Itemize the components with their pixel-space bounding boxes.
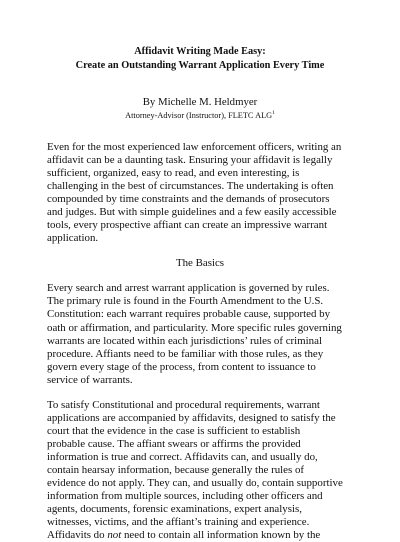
requirements-line-last [47, 529, 353, 542]
requirements-line: probable cause. The affiant swears or affirms the provided [47, 437, 301, 450]
last-line-end: need to contain all information known by the [121, 529, 321, 542]
intro-line: application. [47, 232, 99, 245]
requirements-line: agents, documents, forensic examinations, expert analysis, [47, 503, 302, 516]
intro-paragraph [47, 141, 353, 245]
author-byline: By Michelle M. Heldmyer [142, 96, 258, 108]
intro-line: Even for the most experienced law enforcement officers, writing an [47, 141, 342, 153]
requirements-line: evidence do not apply. They can, and usually do, contain supportive [47, 477, 343, 490]
requirements-line: To satisfy Constitutional and procedural requirements, warrant [47, 398, 320, 411]
requirements-line: information is true and correct. Affidavits can, and usually do, [47, 450, 318, 463]
section-heading: The Basics [175, 257, 225, 270]
intro-line: challenging in the best of circumstances. The undertaking is often [47, 180, 334, 193]
requirements-paragraph [47, 399, 353, 542]
affiliation-text: Attorney-Advisor (Instructor), FLETC ALG [125, 111, 273, 120]
document-title [47, 45, 353, 72]
basics-paragraph [47, 282, 353, 386]
intro-line: compounded by time constraints and the demands of prosecutors [47, 193, 330, 206]
basics-line: Every search and arrest warrant application is governed by rules. [47, 282, 330, 295]
requirements-line: court that the evidence in the case is sufficient to establish [47, 424, 301, 437]
basics-line: Constitution: each warrant requires probable cause, supported by [47, 308, 331, 321]
intro-line: tools, every prospective affiant can create an impressive warrant [47, 219, 328, 232]
requirements-line: applications are accompanied by affidavits, designed to satisfy the [47, 411, 336, 424]
footnote-marker: 1 [272, 110, 275, 117]
requirements-line: witnesses, victims, and the affiant’s training and experience. [47, 516, 310, 529]
requirements-line: information from multiple sources, including other officers and [47, 490, 323, 503]
title-line-1: Affidavit Writing Made Easy: [134, 46, 266, 57]
intro-line: sufficient, organized, easy to read, and even interesting, is [47, 167, 300, 180]
basics-line: oath or affirmation, and particularity. More specific rules governing [47, 321, 342, 334]
basics-line: govern every stage of the process, from content to issuance to [47, 360, 316, 373]
requirements-line: contain hearsay information, because generally the rules of [47, 463, 305, 476]
emphasis-not: not [107, 529, 122, 542]
basics-line: The primary rule is found in the Fourth Amendment to the U.S. [47, 295, 324, 308]
intro-line: and judges. But with simple guidelines and a few easily accessible [47, 206, 337, 219]
last-line-start: Affidavits do [47, 529, 108, 542]
basics-line: warrants are located within each jurisdictions’ rules of criminal [47, 334, 322, 347]
title-line-2: Create an Outstanding Warrant Application Every Time [75, 59, 325, 71]
intro-line: affidavit can be a daunting task. Ensuring your affidavit is legally [47, 154, 333, 167]
basics-line: service of warrants. [47, 373, 133, 386]
author-affiliation [47, 110, 353, 121]
basics-line: procedure. Affiants need to be familiar with those rules, as they [47, 347, 324, 360]
